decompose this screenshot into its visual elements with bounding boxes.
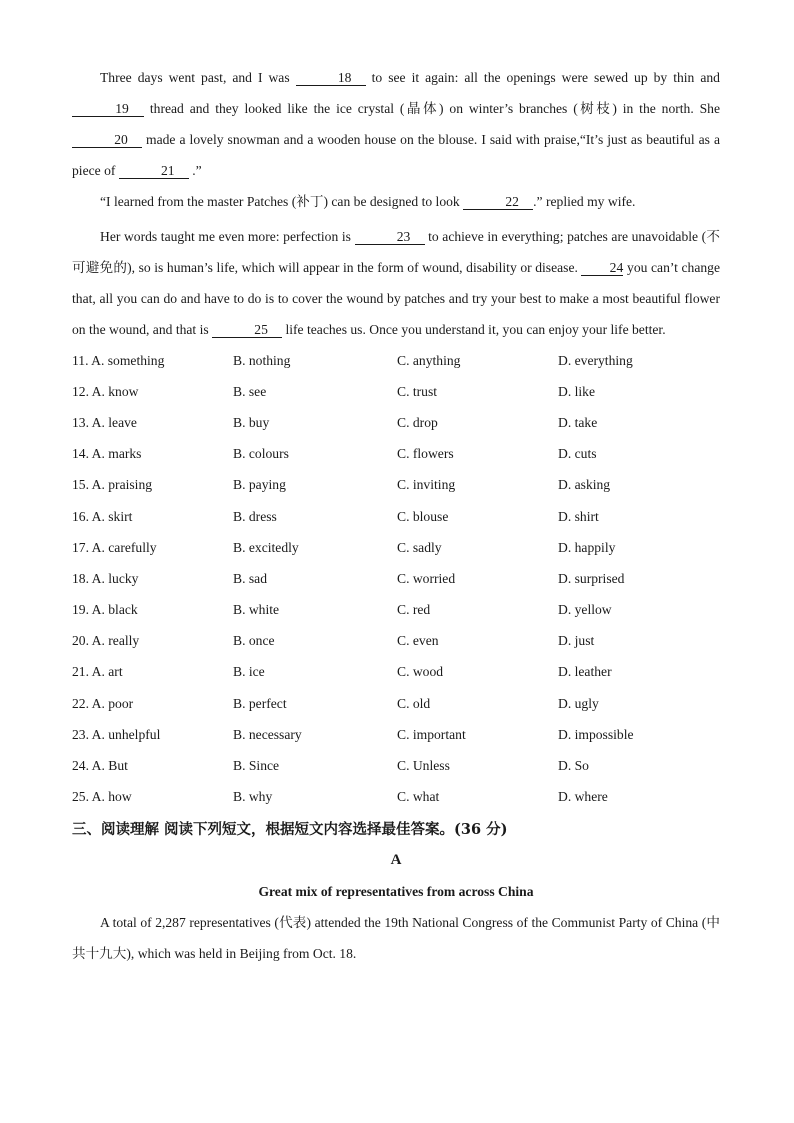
- blank-25: 25: [212, 323, 282, 338]
- text: made a lovely snowman and a wooden house on the blouse. I said with praise,“It’s just as beautiful as a piece of: [72, 132, 720, 178]
- option-b[interactable]: B. ice: [233, 664, 265, 680]
- option-d[interactable]: D. just: [558, 633, 595, 649]
- option-b[interactable]: B. dress: [233, 508, 277, 524]
- option-row: [72, 563, 720, 594]
- paragraph-2: [72, 186, 720, 217]
- option-a[interactable]: 13. A. leave: [72, 414, 137, 430]
- option-d[interactable]: D. ugly: [558, 695, 599, 711]
- option-c[interactable]: C. trust: [397, 383, 438, 399]
- option-row: [72, 407, 720, 438]
- text: thread and they looked like the ice crystal (晶体) on winter’s branches (树枝) in the north. She: [144, 101, 720, 116]
- option-b[interactable]: B. why: [233, 789, 273, 805]
- option-d[interactable]: D. like: [558, 383, 595, 399]
- option-c[interactable]: C. old: [397, 695, 431, 711]
- option-row: [72, 439, 720, 470]
- option-b[interactable]: B. colours: [233, 446, 289, 462]
- text: you can’t change that, all you can do and have to do is to cover the wound by patches and try your best to make a most beautiful flower on the wound, and that is: [72, 260, 721, 337]
- blank-20: 20: [72, 133, 142, 148]
- option-d[interactable]: D. take: [558, 414, 598, 430]
- option-b[interactable]: B. Since: [233, 758, 280, 774]
- option-row: [72, 376, 720, 407]
- blank-21: 21: [119, 164, 189, 179]
- blank-18: 18: [296, 71, 366, 86]
- section-heading: 三、阅读理解 阅读下列短文，根据短文内容选择最佳答案。(36 分): [72, 820, 508, 838]
- option-c[interactable]: C. sadly: [397, 539, 442, 555]
- option-row: [72, 532, 720, 563]
- option-d[interactable]: D. where: [558, 789, 608, 805]
- option-a[interactable]: 15. A. praising: [72, 477, 153, 493]
- option-c[interactable]: C. even: [397, 633, 439, 649]
- option-c[interactable]: C. red: [397, 602, 431, 618]
- reading-passage: [72, 907, 720, 969]
- option-row: [72, 688, 720, 719]
- option-d[interactable]: D. shirt: [558, 508, 599, 524]
- blank-24: 24: [581, 261, 623, 276]
- blank-22: 22: [463, 195, 533, 210]
- text: “I learned from the master Patches (补丁) can be designed to look: [100, 194, 464, 209]
- option-d[interactable]: D. impossible: [558, 726, 634, 742]
- option-d[interactable]: D. asking: [558, 477, 611, 493]
- paragraph-1: [72, 62, 720, 186]
- text: Three days went past, and I was: [100, 70, 296, 85]
- option-row: [72, 345, 720, 376]
- option-c[interactable]: C. blouse: [397, 508, 449, 524]
- option-b[interactable]: B. paying: [233, 477, 286, 493]
- cloze-passage: [72, 62, 720, 345]
- option-row: [72, 626, 720, 657]
- option-row: [72, 470, 720, 501]
- text: to see it again: all the openings were sewed up by thin and: [365, 70, 720, 85]
- option-row: [72, 782, 720, 813]
- option-b[interactable]: B. nothing: [233, 352, 291, 368]
- option-b[interactable]: B. once: [233, 633, 275, 649]
- option-row: [72, 501, 720, 532]
- option-a[interactable]: 23. A. unhelpful: [72, 726, 161, 742]
- blank-23: 23: [355, 230, 425, 245]
- option-c[interactable]: C. inviting: [397, 477, 456, 493]
- option-row: [72, 750, 720, 781]
- text: to achieve in everything; patches are unavoidable (不可避免的), so is human’s life, which will appear in the form of wound, disability or disease.: [72, 229, 720, 275]
- text: .”: [188, 163, 202, 178]
- text: Her words taught me even more: perfection is: [100, 229, 355, 244]
- options-table: [72, 345, 720, 813]
- option-a[interactable]: 14. A. marks: [72, 446, 142, 462]
- option-c[interactable]: C. anything: [397, 352, 461, 368]
- option-c[interactable]: C. wood: [397, 664, 444, 680]
- document-page: [72, 62, 720, 969]
- text: .” replied my wife.: [533, 194, 636, 209]
- option-a[interactable]: 17. A. carefully: [72, 539, 157, 555]
- option-a[interactable]: 11. A. something: [72, 352, 165, 368]
- option-a[interactable]: 18. A. lucky: [72, 570, 139, 586]
- option-a[interactable]: 25. A. how: [72, 789, 132, 805]
- passage-letter: A: [390, 851, 402, 868]
- option-d[interactable]: D. happily: [558, 539, 616, 555]
- article-title: Great mix of representatives from across China: [258, 883, 534, 899]
- option-b[interactable]: B. necessary: [233, 726, 302, 742]
- option-a[interactable]: 20. A. really: [72, 633, 140, 649]
- option-c[interactable]: C. Unless: [397, 758, 450, 774]
- option-a[interactable]: 22. A. poor: [72, 695, 134, 711]
- option-a[interactable]: 21. A. art: [72, 664, 123, 680]
- blank-19: 19: [72, 102, 144, 117]
- option-row: [72, 595, 720, 626]
- paragraph-3: [72, 221, 720, 345]
- option-c[interactable]: C. what: [397, 789, 440, 805]
- option-c[interactable]: C. drop: [397, 414, 438, 430]
- option-row: [72, 657, 720, 688]
- option-b[interactable]: B. perfect: [233, 695, 287, 711]
- option-d[interactable]: D. everything: [558, 352, 633, 368]
- option-b[interactable]: B. buy: [233, 414, 270, 430]
- option-d[interactable]: D. So: [558, 758, 589, 774]
- option-b[interactable]: B. sad: [233, 570, 267, 586]
- option-row: [72, 719, 720, 750]
- option-c[interactable]: C. flowers: [397, 446, 454, 462]
- text: life teaches us. Once you understand it, you can enjoy your life better.: [282, 322, 666, 337]
- option-b[interactable]: B. excitedly: [233, 539, 299, 555]
- option-d[interactable]: D. yellow: [558, 602, 612, 618]
- option-c[interactable]: C. worried: [397, 570, 456, 586]
- option-a[interactable]: 12. A. know: [72, 383, 139, 399]
- option-d[interactable]: D. leather: [558, 664, 612, 680]
- option-b[interactable]: B. see: [233, 383, 267, 399]
- option-c[interactable]: C. important: [397, 726, 466, 742]
- article-paragraph: A total of 2,287 representatives (代表) attended the 19th National Congress of the Communist Party of China (中共十九大), which was held in Beijing from Oct. 18.: [72, 914, 720, 961]
- option-a[interactable]: 24. A. But: [72, 758, 128, 774]
- option-d[interactable]: D. cuts: [558, 446, 597, 462]
- option-d[interactable]: D. surprised: [558, 570, 625, 586]
- option-a[interactable]: 19. A. black: [72, 602, 138, 618]
- option-a[interactable]: 16. A. skirt: [72, 508, 133, 524]
- option-b[interactable]: B. white: [233, 602, 280, 618]
